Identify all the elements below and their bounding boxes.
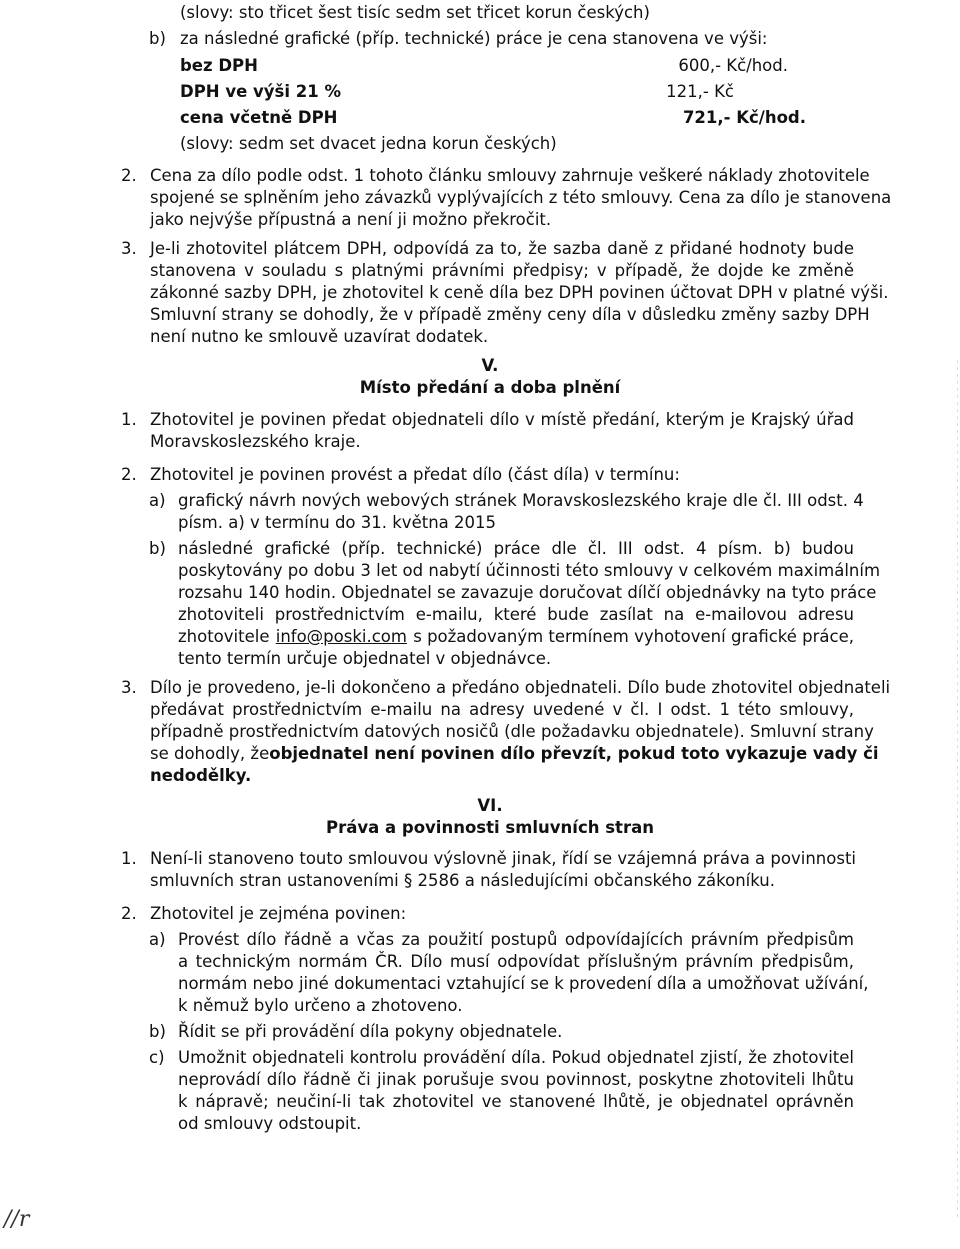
section-vi-a-line-2: a technickým normám ČR. Dílo musí odpovídat příslušným právním předpisům, (178, 952, 854, 971)
section-v-p3-line-4 (150, 743, 879, 765)
section-vi-c-line-1: Umožnit objednateli kontrolu provádění díla. Pokud objednatel zjistí, že zhotovitel (178, 1048, 854, 1067)
section-v-b-line-1: následné grafické (příp. technické) práce dle čl. III odst. 4 písm. b) budou (178, 539, 854, 558)
section-v-p2-text: Zhotovitel je povinen provést a předat dílo (část díla) v termínu: (150, 465, 680, 484)
section-v-b-marker: b) (149, 539, 166, 558)
price-words-1: (slovy: sto třicet šest tisíc sedm set třicet korun českých) (180, 3, 650, 22)
section-v-a-line-1: grafický návrh nových webových stránek Moravskoslezského kraje dle čl. III odst. 4 (178, 491, 864, 510)
clause-2-line-2: spojené se splněním jeho závazků vyplývajících z této smlouvy. Cena za dílo je stanovena (150, 188, 892, 207)
vat-label: DPH ve výši 21 % (180, 82, 342, 101)
contact-email-link[interactable]: info@poski.com (275, 627, 407, 646)
clause-3-line-5: není nutno ke smlouvě uzavírat dodatek. (150, 327, 489, 346)
item-b-marker: b) (149, 29, 166, 48)
section-vi-c-line-2: neprovádí dílo řádně či jinak porušuje svou povinnost, poskytne zhotoviteli lhůtu (178, 1070, 854, 1089)
section-vi-p1-line-2: smluvních stran ustanoveními § 2586 a následujícími občanského zákoníku. (150, 871, 775, 890)
section-vi-p2-text: Zhotovitel je zejména povinen: (150, 904, 407, 923)
section-v-b-line-3: rozsahu 140 hodin. Objednatel se zavazuje doručovat dílčí objednávky na tyto práce (178, 583, 877, 602)
section-v-p1-line-1: Zhotovitel je povinen předat objednateli dílo v místě předání, kterým je Krajský úřad (150, 410, 854, 429)
section-vi-c-line-3: k nápravě; neučiní-li tak zhotovitel ve stanovené lhůtě, je objednatel oprávněn (178, 1092, 854, 1111)
section-vi-title: Práva a povinnosti smluvních stran (326, 818, 654, 837)
section-vi-p2-number: 2. (121, 904, 137, 923)
section-v-p2-number: 2. (121, 465, 137, 484)
price-without-vat-value: 600,- Kč/hod. (678, 56, 788, 75)
section-v-p3-number: 3. (121, 678, 137, 697)
section-vi-b-text: Řídit se při provádění díla pokyny objednatele. (178, 1022, 563, 1041)
price-without-vat-label: bez DPH (180, 56, 258, 75)
price-words-2: (slovy: sedm set dvacet jedna korun českých) (180, 134, 557, 153)
section-v-a-marker: a) (149, 491, 166, 510)
section-v-title: Místo předání a doba plnění (359, 378, 621, 397)
section-vi-a-line-3: normám nebo jiné dokumentaci vztahující se k provedení díla a umožňovat užívání, (178, 974, 869, 993)
section-v-p3-line-4-bold: objednatel není povinen dílo převzít, pokud toto vykazuje vady či (269, 744, 879, 763)
section-v-b-line-6: tento termín určuje objednatel v objednávce. (178, 649, 552, 668)
section-vi-a-line-1: Provést dílo řádně a včas za použití postupů odpovídajících právním předpisům (178, 930, 854, 949)
section-v-b-line-5-pre: zhotovitele (178, 627, 270, 646)
section-vi-b-marker: b) (149, 1022, 166, 1041)
clause-3-line-3: zákonné sazby DPH, je zhotovitel k ceně díla bez DPH povinen účtovat DPH v platné výši. (150, 283, 889, 302)
handwritten-initials: //r (4, 1207, 30, 1232)
section-v-p3-line-4-pre: se dohodly, že (150, 744, 270, 763)
section-v-p3-line-2: předávat prostřednictvím e-mailu na adresy uvedené v čl. I odst. 1 této smlouvy, (150, 700, 854, 719)
section-v-b-line-5 (178, 626, 854, 648)
price-with-vat-label: cena včetně DPH (180, 108, 338, 127)
clause-2-line-1: Cena za dílo podle odst. 1 tohoto článku smlouvy zahrnuje veškeré náklady zhotovitele (150, 166, 870, 185)
section-v-p3-line-1: Dílo je provedeno, je-li dokončeno a předáno objednateli. Dílo bude zhotovitel objednateli (150, 678, 891, 697)
clause-3-number: 3. (121, 239, 137, 258)
clause-2-line-3: jako nejvýše přípustná a není ji možno překročit. (150, 210, 552, 229)
section-v-p1-line-2: Moravskoslezského kraje. (150, 432, 361, 451)
section-vi-p1-number: 1. (121, 849, 137, 868)
section-vi-numeral: VI. (477, 796, 503, 815)
section-vi-a-marker: a) (149, 930, 166, 949)
section-v-b-line-5-post: s požadovaným termínem vyhotovení grafické práce, (413, 627, 854, 646)
section-v-p3-line-3: případně prostřednictvím datových nosičů (dle požadavku objednatele). Smluvní strany (150, 722, 874, 741)
clause-3-line-4: Smluvní strany se dohodly, že v případě změny ceny díla v důsledku změny sazby DPH (150, 305, 870, 324)
section-vi-c-line-4: od smlouvy odstoupit. (178, 1114, 362, 1133)
section-v-p3-line-5: nedodělky. (150, 766, 252, 785)
item-b-text: za následné grafické (příp. technické) práce je cena stanovena ve výši: (180, 29, 768, 48)
section-v-b-line-4: zhotoviteli prostřednictvím e-mailu, které bude zasílat na e-mailovou adresu (178, 605, 854, 624)
price-with-vat-value: 721,- Kč/hod. (682, 108, 806, 127)
section-v-p1-number: 1. (121, 410, 137, 429)
clause-3-line-1: Je-li zhotovitel plátcem DPH, odpovídá za to, že sazba daně z přidané hodnoty bude (150, 239, 854, 258)
section-v-b-line-2: poskytovány po dobu 3 let od nabytí účinnosti této smlouvy v celkovém maximálním (178, 561, 881, 580)
section-vi-a-line-4: k němuž bylo určeno a zhotoveno. (178, 996, 463, 1015)
section-v-numeral: V. (481, 356, 499, 375)
vat-value: 121,- Kč (666, 82, 734, 101)
clause-2-number: 2. (121, 166, 137, 185)
scan-edge-artifact (957, 360, 958, 1220)
section-vi-c-marker: c) (149, 1048, 165, 1067)
section-v-a-line-2: písm. a) v termínu do 31. května 2015 (178, 513, 496, 532)
section-vi-p1-line-1: Není-li stanoveno touto smlouvou výslovně jinak, řídí se vzájemná práva a povinnosti (150, 849, 856, 868)
clause-3-line-2: stanovena v souladu s platnými právními předpisy; v případě, že dojde ke změně (150, 261, 854, 280)
